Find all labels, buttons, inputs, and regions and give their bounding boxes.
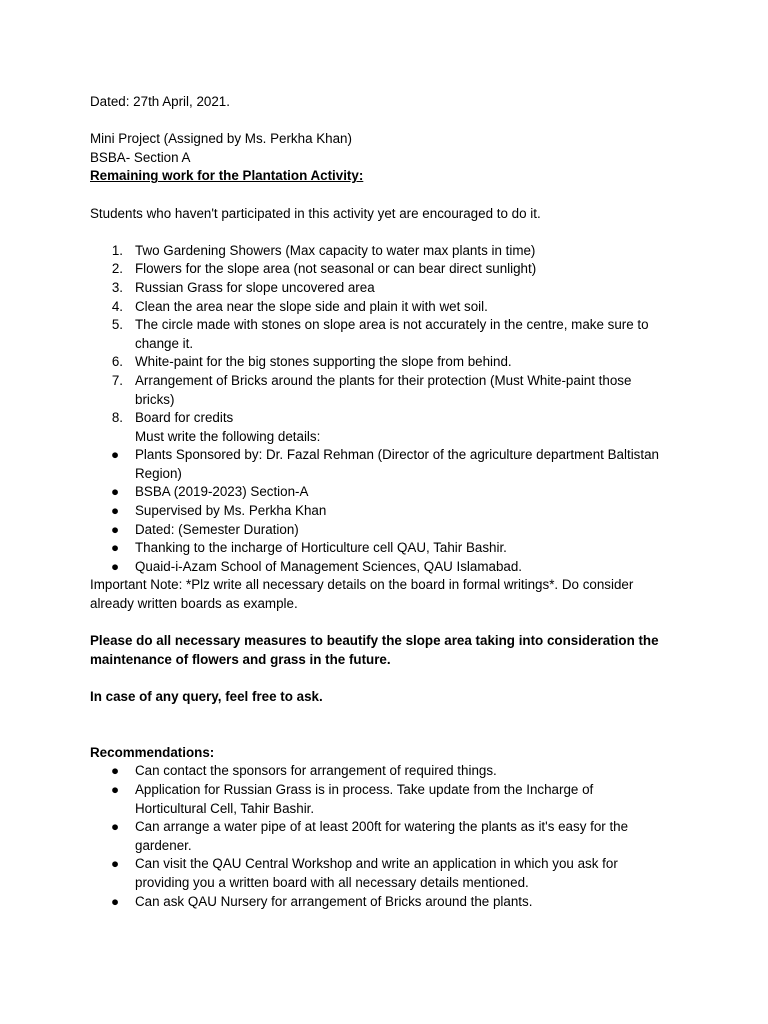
list-item-text: Thanking to the incharge of Horticulture cell QAU, Tahir Bashir.: [135, 540, 507, 556]
list-item-text: Supervised by Ms. Perkha Khan: [135, 503, 327, 519]
beautify-note-line-1: Please do all necessary measures to beautify the slope area taking into consideration the: [90, 633, 659, 649]
list-number: 3.: [111, 279, 123, 295]
task-item: [90, 353, 690, 372]
board-detail-item: [90, 539, 690, 558]
bullet-icon: ●: [111, 558, 120, 574]
bullet-icon: ●: [111, 540, 120, 556]
intro-text: Students who haven't participated in this activity yet are encouraged to do it.: [90, 205, 541, 221]
list-item-text: change it.: [135, 335, 194, 351]
bullet-icon: ●: [111, 893, 120, 909]
task-item: [90, 260, 690, 279]
task-list: [90, 242, 690, 428]
list-number: 2.: [111, 261, 123, 277]
list-item-text: Two Gardening Showers (Max capacity to water max plants in time): [135, 242, 536, 258]
bullet-icon: ●: [111, 447, 120, 463]
list-item-text: Board for credits: [135, 410, 234, 426]
list-item-text: Application for Russian Grass is in process. Take update from the Incharge of: [135, 781, 594, 797]
beautify-note-line-2: maintenance of flowers and grass in the future.: [90, 651, 391, 667]
board-details-list: [90, 446, 690, 576]
bullet-icon: ●: [111, 781, 120, 797]
important-note-line-1: Important Note: *Plz write all necessary details on the board in formal writings*. Do consider: [90, 577, 634, 593]
task-item: [90, 242, 690, 261]
list-item-text: Russian Grass for slope uncovered area: [135, 279, 375, 295]
list-number: 4.: [111, 298, 123, 314]
list-number: 1.: [111, 242, 123, 258]
board-detail-item: [90, 502, 690, 521]
bullet-icon: ●: [111, 856, 120, 872]
task-item: [90, 298, 690, 317]
list-item-text: BSBA (2019-2023) Section-A: [135, 484, 309, 500]
list-number: 7.: [111, 372, 123, 388]
remaining-work-heading: Remaining work for the Plantation Activity:: [90, 168, 364, 184]
recommendation-item: [90, 855, 690, 892]
bullet-icon: ●: [111, 819, 120, 835]
list-item-text: Region): [135, 465, 182, 481]
list-item-text: Clean the area near the slope side and plain it with wet soil.: [135, 298, 488, 314]
list-item-text: Can contact the sponsors for arrangement of required things.: [135, 763, 497, 779]
section-line: BSBA- Section A: [90, 149, 191, 165]
task-item: [90, 279, 690, 298]
task-item: [90, 316, 690, 353]
date-line: Dated: 27th April, 2021.: [90, 94, 230, 109]
list-item-text: Can arrange a water pipe of at least 200ft for watering the plants as it's easy for the: [135, 819, 629, 835]
recommendations-heading: Recommendations:: [90, 744, 215, 760]
board-detail-item: [90, 558, 690, 577]
list-item-text: Arrangement of Bricks around the plants for their protection (Must White-paint those: [135, 372, 632, 388]
bullet-icon: ●: [111, 763, 120, 779]
document-page: [90, 93, 690, 911]
recommendations-list: [90, 762, 690, 911]
list-item-text: Horticultural Cell, Tahir Bashir.: [135, 800, 315, 816]
project-line: Mini Project (Assigned by Ms. Perkha Khan): [90, 131, 352, 147]
list-item-text: White-paint for the big stones supporting the slope from behind.: [135, 354, 512, 370]
list-number: 6.: [111, 354, 123, 370]
list-item-text: Flowers for the slope area (not seasonal or can bear direct sunlight): [135, 261, 537, 277]
list-item-text: bricks): [135, 391, 175, 407]
recommendation-item: [90, 762, 690, 781]
list-item-text: providing you a written board with all necessary details mentioned.: [135, 874, 529, 890]
task-item: [90, 409, 690, 428]
bullet-icon: ●: [111, 484, 120, 500]
list-item-text: Can ask QAU Nursery for arrangement of Bricks around the plants.: [135, 893, 533, 909]
bullet-icon: ●: [111, 503, 120, 519]
recommendation-item: [90, 893, 690, 912]
important-note-line-2: already written boards as example.: [90, 596, 298, 612]
board-note: Must write the following details:: [135, 428, 321, 444]
list-item-text: Plants Sponsored by: Dr. Fazal Rehman (Director of the agriculture department Baltistan: [135, 447, 659, 463]
board-detail-item: [90, 521, 690, 540]
list-item-text: gardener.: [135, 837, 192, 853]
board-detail-item: [90, 483, 690, 502]
list-item-text: Quaid-i-Azam School of Management Sciences, QAU Islamabad.: [135, 558, 523, 574]
bullet-icon: ●: [111, 521, 120, 537]
list-item-text: The circle made with stones on slope area is not accurately in the centre, make sure to: [135, 317, 649, 333]
list-item-text: Can visit the QAU Central Workshop and write an application in which you ask for: [135, 856, 618, 872]
task-item: [90, 372, 690, 409]
recommendation-item: [90, 781, 690, 818]
list-number: 5.: [111, 317, 123, 333]
list-number: 8.: [111, 410, 123, 426]
recommendation-item: [90, 818, 690, 855]
board-detail-item: [90, 446, 690, 483]
query-note: In case of any query, feel free to ask.: [90, 689, 323, 704]
list-item-text: Dated: (Semester Duration): [135, 521, 299, 537]
